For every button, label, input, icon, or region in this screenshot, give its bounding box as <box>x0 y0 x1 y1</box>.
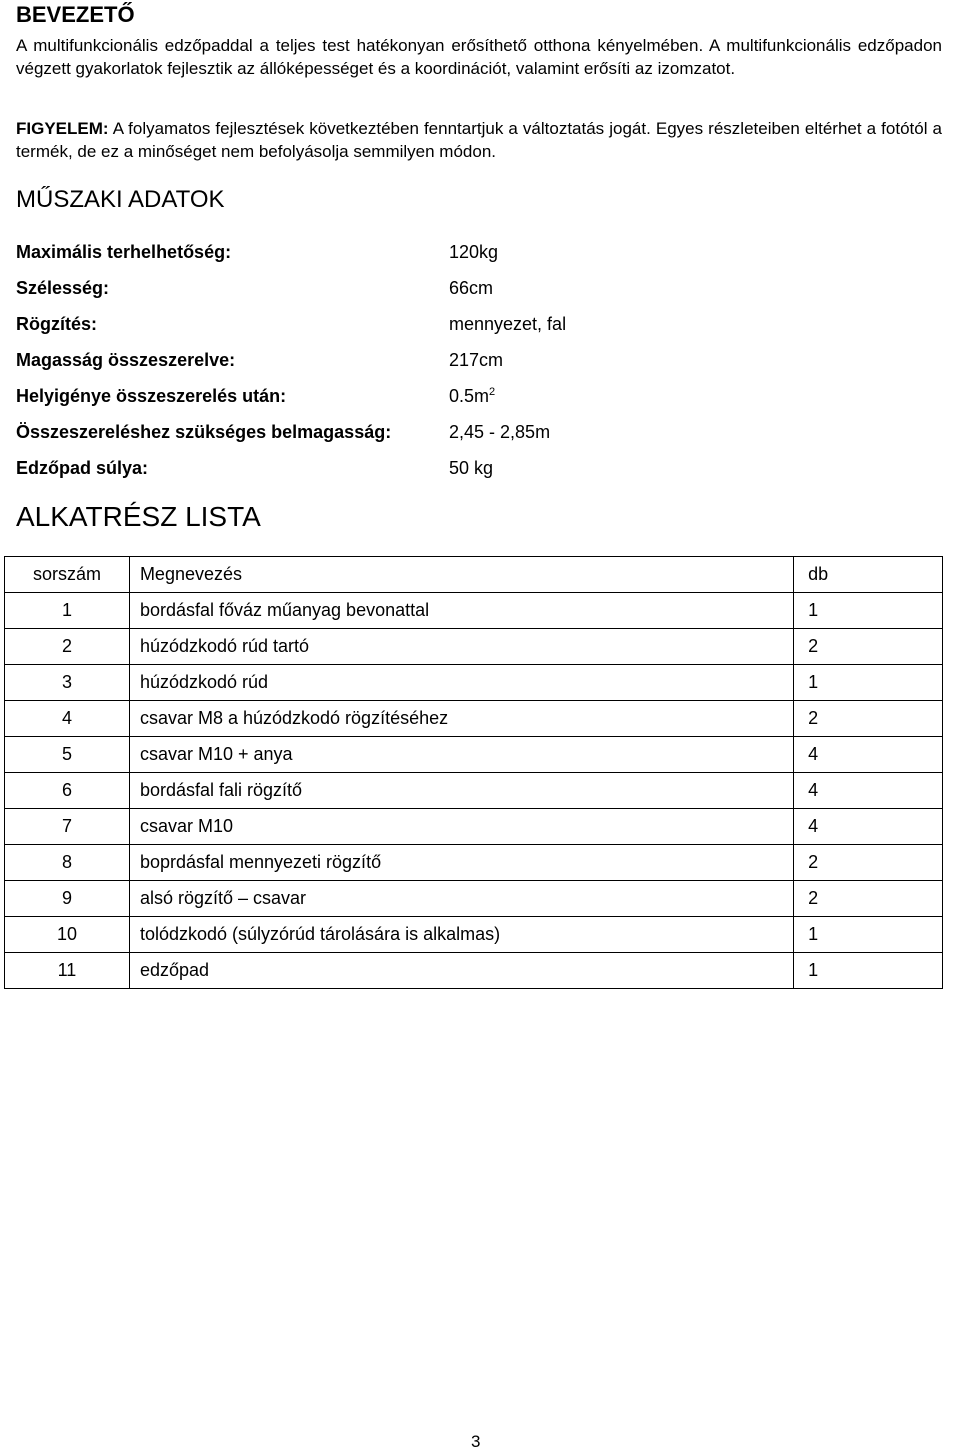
spec-label: Edzőpad súlya: <box>16 458 149 478</box>
part-number: 7 <box>5 809 130 845</box>
table-row <box>5 737 943 773</box>
table-row <box>5 773 943 809</box>
parts-heading: ALKATRÉSZ LISTA <box>16 501 261 532</box>
part-number: 9 <box>5 881 130 917</box>
part-number: 6 <box>5 773 130 809</box>
specs-heading: MŰSZAKI ADATOK <box>16 186 225 213</box>
part-quantity: 4 <box>794 809 943 845</box>
part-quantity: 2 <box>794 881 943 917</box>
table-row <box>5 701 943 737</box>
part-name: húzódzkodó rúd <box>129 665 793 701</box>
part-quantity: 2 <box>794 701 943 737</box>
part-quantity: 4 <box>794 773 943 809</box>
spec-label: Magasság összeszerelve: <box>16 350 236 370</box>
part-name: alsó rögzítő – csavar <box>129 881 793 917</box>
spec-value: 120kg <box>449 242 499 262</box>
part-name: csavar M10 + anya <box>129 737 793 773</box>
parts-table <box>4 556 943 989</box>
part-quantity: 1 <box>794 953 943 989</box>
table-row <box>5 665 943 701</box>
table-row <box>5 881 943 917</box>
part-number: 8 <box>5 845 130 881</box>
spec-value: 2,45 - 2,85m <box>449 422 551 442</box>
warning-paragraph <box>16 117 942 163</box>
spec-label: Rögzítés: <box>16 314 97 334</box>
column-header-quantity: db <box>794 557 943 593</box>
table-row <box>5 845 943 881</box>
warning-label: FIGYELEM: <box>16 119 109 138</box>
part-name: húzódzkodó rúd tartó <box>129 629 793 665</box>
part-quantity: 2 <box>794 845 943 881</box>
part-number: 10 <box>5 917 130 953</box>
table-row <box>5 809 943 845</box>
spec-row-height <box>16 348 716 372</box>
part-number: 11 <box>5 953 130 989</box>
spec-value: mennyezet, fal <box>449 314 567 334</box>
spec-value <box>449 384 495 408</box>
spec-row-mounting <box>16 312 716 336</box>
spec-label: Maximális terhelhetőség: <box>16 242 232 262</box>
spec-row-bench-weight <box>16 456 716 480</box>
table-row <box>5 593 943 629</box>
part-name: edzőpad <box>129 953 793 989</box>
part-quantity: 1 <box>794 665 943 701</box>
spec-value-superscript: 2 <box>489 386 496 398</box>
intro-paragraph: A multifunkcionális edzőpaddal a teljes test hatékonyan erősíthető otthona kényelmében. A multifunkcionális edzőpadon végzett gyakorlatok fejlesztik az állóképességet és a koordinációt, valamint erősíti az izomzatot. <box>16 36 942 78</box>
part-quantity: 1 <box>794 593 943 629</box>
column-header-number: sorszám <box>5 557 130 593</box>
spec-value-text: 0.5m <box>449 386 490 406</box>
table-row <box>5 629 943 665</box>
part-quantity: 4 <box>794 737 943 773</box>
part-name: csavar M8 a húzódzkodó rögzítéséhez <box>129 701 793 737</box>
part-name: boprdásfal mennyezeti rögzítő <box>129 845 793 881</box>
part-number: 3 <box>5 665 130 701</box>
part-number: 2 <box>5 629 130 665</box>
column-header-name: Megnevezés <box>129 557 793 593</box>
spec-value: 66cm <box>449 278 494 298</box>
part-name: tolódzkodó (súlyzórúd tárolására is alkalmas) <box>129 917 793 953</box>
spec-row-ceiling-height <box>16 420 716 444</box>
part-number: 5 <box>5 737 130 773</box>
part-name: csavar M10 <box>129 809 793 845</box>
intro-heading: BEVEZETŐ <box>16 2 135 27</box>
part-number: 4 <box>5 701 130 737</box>
part-name: bordásfal fali rögzítő <box>129 773 793 809</box>
warning-text: A folyamatos fejlesztések következtében fenntartjuk a változtatás jogát. Egyes részleteiben eltérhet a fotótól a termék, de ez a minőséget nem befolyásolja semmilyen módon. <box>16 119 942 161</box>
spec-value: 217cm <box>449 350 504 370</box>
page-number: 3 <box>471 1432 481 1451</box>
table-header-row <box>5 557 943 593</box>
part-quantity: 1 <box>794 917 943 953</box>
part-quantity: 2 <box>794 629 943 665</box>
spec-row-width <box>16 276 716 300</box>
table-row <box>5 953 943 989</box>
spec-label: Összeszereléshez szükséges belmagasság: <box>16 422 392 442</box>
spec-row-footprint <box>16 384 716 408</box>
spec-row-max-load <box>16 240 716 264</box>
part-name: bordásfal főváz műanyag bevonattal <box>129 593 793 629</box>
table-row <box>5 917 943 953</box>
spec-value: 50 kg <box>449 458 494 478</box>
spec-label: Helyigénye összeszerelés után: <box>16 386 287 406</box>
spec-label: Szélesség: <box>16 278 110 298</box>
part-number: 1 <box>5 593 130 629</box>
